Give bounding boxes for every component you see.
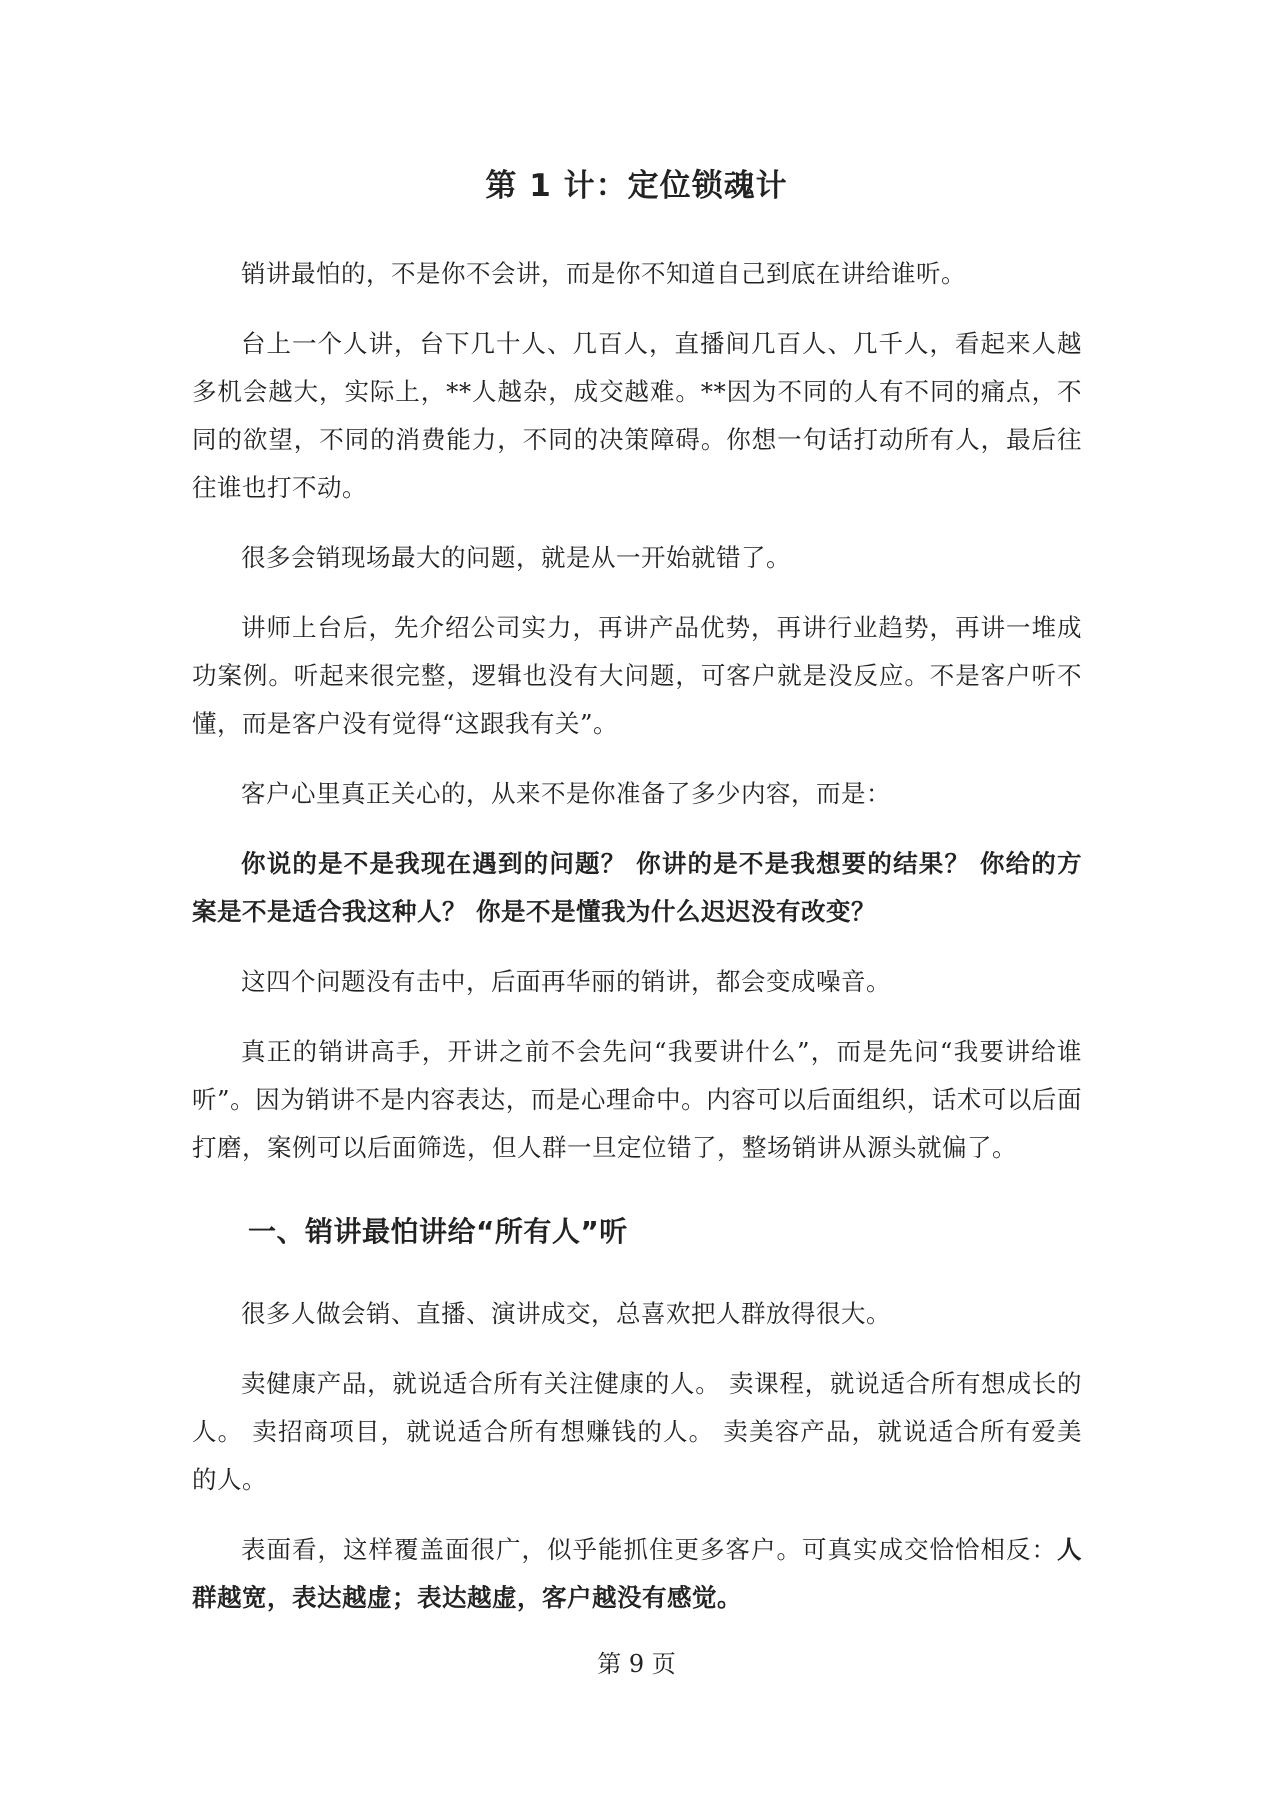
paragraph: 很多会销现场最大的问题，就是从一开始就错了。	[241, 543, 791, 572]
paragraph: 很多人做会销、直播、演讲成交，总喜欢把人群放得很大。	[241, 1299, 891, 1328]
paragraph: 真正的销讲高手，开讲之前不会先问“我要讲什么”，而是先问“我要讲给谁听”。因为销讲不是内容表达，而是心理命中。内容可以后面组织，话术可以后面打磨，案例可以后面筛选，但人群一旦定位错了，整场销讲从源头就偏了。	[192, 1037, 1082, 1162]
paragraph: 销讲最怕的，不是你不会讲，而是你不知道自己到底在讲给谁听。	[241, 259, 966, 288]
closing-text: 表面看，这样覆盖面很广，似乎能抓住更多客户。可真实成交恰恰相反：	[241, 1535, 1057, 1564]
section-heading: 一、销讲最怕讲给“所有人”听	[248, 1215, 628, 1248]
paragraph: 客户心里真正关心的，从来不是你准备了多少内容，而是：	[241, 779, 891, 808]
paragraph: 卖健康产品，就说适合所有关注健康的人。 卖课程，就说适合所有想成长的人。 卖招商项目，就说适合所有想赚钱的人。 卖美容产品，就说适合所有爱美的人。	[192, 1369, 1082, 1494]
closing-bold-text: 人群越宽，表达越虚；表达越虚，客户越没有感觉。	[192, 1535, 1082, 1612]
bold-questions-paragraph: 你说的是不是我现在遇到的问题？ 你讲的是不是我想要的结果？ 你给的方案是不是适合我这种人？ 你是不是懂我为什么迟迟没有改变？	[192, 849, 1082, 926]
page-title: 第 1 计：定位锁魂计	[485, 168, 788, 204]
body-content	[192, 250, 1082, 1644]
paragraph: 台上一个人讲，台下几十人、几百人，直播间几百人、几千人，看起来人越多机会越大，实际上，**人越杂，成交越难。**因为不同的人有不同的痛点，不同的欲望，不同的消费能力，不同的决策障碍。你想一句话打动所有人，最后往往谁也打不动。	[192, 329, 1082, 502]
paragraph: 讲师上台后，先介绍公司实力，再讲产品优势，再讲行业趋势，再讲一堆成功案例。听起来很完整，逻辑也没有大问题，可客户就是没反应。不是客户听不懂，而是客户没有觉得“这跟我有关”。	[192, 613, 1082, 738]
page-number: 第 9 页	[597, 1650, 676, 1678]
paragraph: 这四个问题没有击中，后面再华丽的销讲，都会变成噪音。	[241, 967, 891, 996]
closing-paragraph	[192, 1526, 1082, 1622]
